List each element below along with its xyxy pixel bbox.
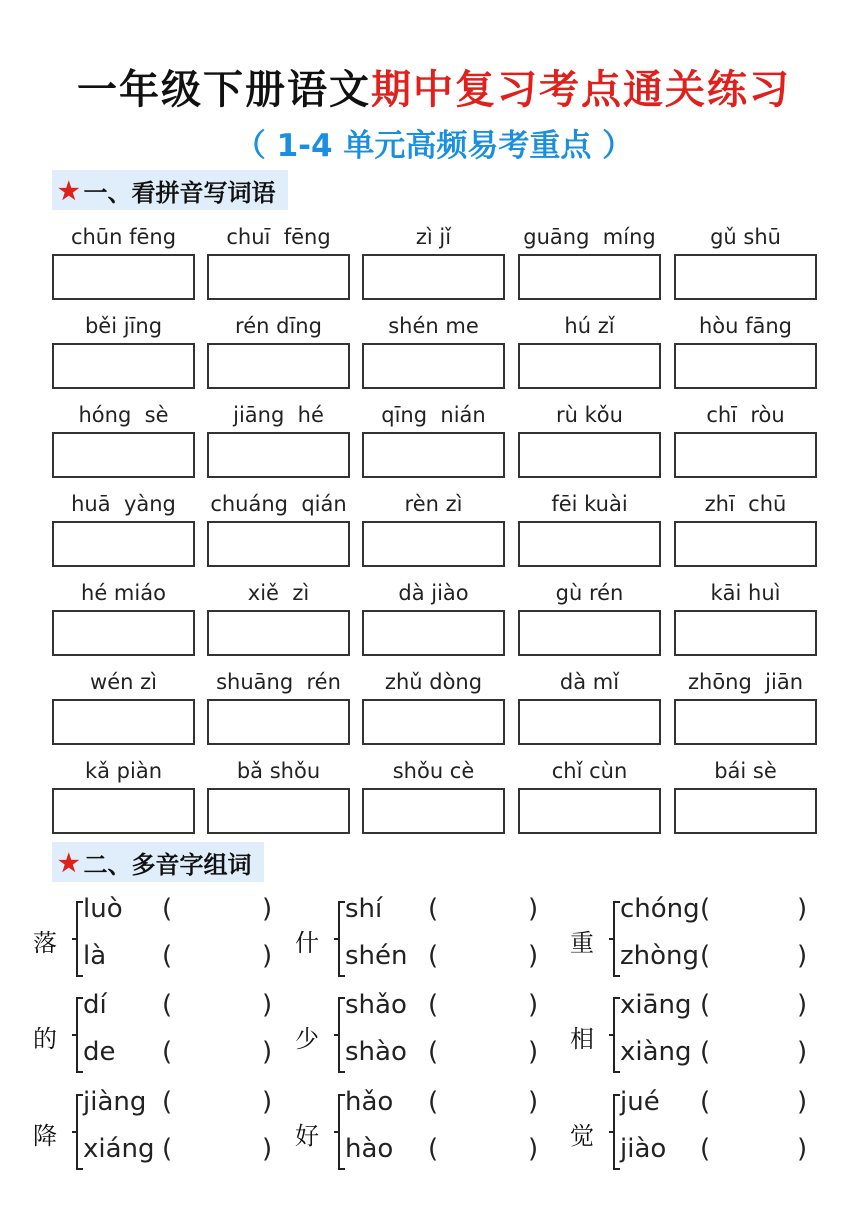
pinyin-label: kāi huì [710,581,781,605]
answer-paren-close: ) [528,1134,539,1164]
answer-paren-open: ( [700,894,711,924]
word-cell [518,754,661,834]
answer-box[interactable] [207,788,350,834]
pinyin-label: chuáng qián [210,492,347,516]
pinyin-label: shuāng rén [216,670,341,694]
word-cell [52,309,195,389]
answer-paren-open: ( [700,990,711,1020]
answer-box[interactable] [518,610,661,656]
pinyin-label: chuī fēng [226,225,331,249]
answer-box[interactable] [674,610,817,656]
pinyin-label: xiě zì [247,581,310,605]
section-2-header [52,842,264,882]
pinyin-label: wén zì [90,670,157,694]
polyphone-character: 相 [570,1025,594,1053]
star-icon: ★ [58,847,80,877]
pinyin-label: zhōng jiān [687,670,804,694]
word-cell [52,487,195,567]
answer-field[interactable] [442,994,524,1022]
answer-box[interactable] [52,699,195,745]
answer-paren-open: ( [162,990,173,1020]
word-cell [362,309,505,389]
answer-box[interactable] [52,254,195,300]
word-cell [207,576,350,656]
polyphone-item [295,988,595,1088]
answer-field[interactable] [442,1091,524,1119]
pinyin-label: dà jiào [398,581,469,605]
reading-pinyin: jiào [620,1134,667,1164]
word-cell [52,220,195,300]
word-cell [52,398,195,478]
answer-field[interactable] [176,898,258,926]
answer-box[interactable] [674,699,817,745]
pinyin-label: dà mǐ [559,670,620,694]
word-cell [207,309,350,389]
pinyin-label: gǔ shū [710,225,781,249]
answer-box[interactable] [52,788,195,834]
word-cell [518,487,661,567]
pinyin-label: shǒu cè [392,759,475,783]
polyphone-item [570,988,868,1088]
answer-field[interactable] [714,994,793,1022]
reading-pinyin: de [83,1037,116,1067]
answer-box[interactable] [674,521,817,567]
pinyin-label: bái sè [714,759,777,783]
pinyin-label: fēi kuài [551,492,628,516]
polyphone-item [570,1085,868,1185]
answer-field[interactable] [176,945,258,973]
pinyin-label: zhī chū [704,492,787,516]
word-cell [207,665,350,745]
polyphone-character: 的 [33,1025,57,1053]
pinyin-label: qīng nián [381,403,486,427]
word-cell [207,220,350,300]
word-cell [207,487,350,567]
answer-paren-close: ) [797,1087,808,1117]
answer-field[interactable] [714,1138,793,1166]
word-cell [674,398,817,478]
answer-paren-open: ( [428,990,439,1020]
pinyin-label: bǎ shǒu [236,759,321,783]
polyphone-item [295,1085,595,1185]
answer-field[interactable] [176,1041,258,1069]
pinyin-label: zì jǐ [415,225,452,249]
answer-paren-close: ) [797,1037,808,1067]
answer-paren-open: ( [162,1037,173,1067]
answer-paren-close: ) [262,894,273,924]
answer-box[interactable] [518,343,661,389]
pinyin-label: běi jīng [84,314,163,338]
answer-paren-close: ) [262,990,273,1020]
answer-paren-close: ) [797,990,808,1020]
word-cell [362,576,505,656]
polyphone-item [295,892,595,992]
answer-box[interactable] [207,432,350,478]
answer-box[interactable] [362,521,505,567]
answer-paren-open: ( [162,894,173,924]
answer-field[interactable] [442,1138,524,1166]
answer-paren-open: ( [428,1037,439,1067]
pinyin-label: chǐ cùn [551,759,628,783]
answer-paren-close: ) [528,990,539,1020]
polyphone-item [33,988,333,1088]
word-cell [674,665,817,745]
reading-pinyin: xiāng [620,990,692,1020]
word-cell [362,398,505,478]
reading-pinyin: shén [345,941,408,971]
answer-paren-open: ( [428,894,439,924]
answer-box[interactable] [207,610,350,656]
answer-field[interactable] [714,1091,793,1119]
pinyin-label: chī ròu [706,403,785,427]
reading-pinyin: chóng [620,894,700,924]
answer-box[interactable] [518,788,661,834]
reading-pinyin: zhòng [620,941,700,971]
answer-paren-open: ( [700,1087,711,1117]
pinyin-label: zhǔ dòng [384,670,483,694]
answer-paren-close: ) [528,894,539,924]
polyphone-character: 少 [295,1025,319,1053]
answer-box[interactable] [362,343,505,389]
answer-box[interactable] [52,610,195,656]
word-cell [518,398,661,478]
answer-field[interactable] [442,1041,524,1069]
word-cell [674,576,817,656]
word-cell [362,220,505,300]
answer-paren-open: ( [428,1134,439,1164]
polyphone-item [33,1085,333,1185]
answer-paren-close: ) [262,1134,273,1164]
answer-box[interactable] [207,254,350,300]
answer-field[interactable] [176,1091,258,1119]
pinyin-label: hóng sè [78,403,169,427]
answer-paren-open: ( [428,941,439,971]
answer-field[interactable] [176,994,258,1022]
polyphone-character: 什 [295,929,319,957]
answer-paren-close: ) [262,941,273,971]
answer-box[interactable] [52,343,195,389]
word-cell [518,220,661,300]
reading-pinyin: xiàng [620,1037,692,1067]
pinyin-label: guāng míng [523,225,656,249]
answer-box[interactable] [674,788,817,834]
answer-box[interactable] [518,432,661,478]
word-cell [674,220,817,300]
reading-pinyin: jué [620,1087,660,1117]
word-cell [674,754,817,834]
word-cell [207,754,350,834]
answer-box[interactable] [362,254,505,300]
reading-pinyin: dí [83,990,107,1020]
polyphone-character: 降 [33,1122,57,1150]
polyphone-character: 好 [295,1122,319,1150]
pinyin-label: hé miáo [81,581,166,605]
answer-paren-open: ( [700,1134,711,1164]
answer-box[interactable] [362,788,505,834]
answer-field[interactable] [714,898,793,926]
answer-paren-close: ) [528,1037,539,1067]
word-cell [362,487,505,567]
pinyin-label: hòu fāng [698,314,793,338]
star-icon: ★ [58,175,80,205]
pinyin-label: kǎ piàn [84,759,163,783]
answer-paren-close: ) [797,1134,808,1164]
pinyin-label: chūn fēng [70,225,177,249]
reading-pinyin: shào [345,1037,407,1067]
pinyin-label: hú zǐ [564,314,615,338]
answer-box[interactable] [207,343,350,389]
reading-pinyin: là [83,941,107,971]
polyphone-item [33,892,333,992]
reading-pinyin: shǎo [345,990,407,1020]
answer-box[interactable] [674,343,817,389]
page-subtitle: （ 1-4 单元高频易考重点 ） [234,128,634,164]
section-1-header [52,170,288,210]
word-cell [518,576,661,656]
answer-paren-close: ) [262,1037,273,1067]
answer-box[interactable] [518,521,661,567]
word-cell [518,665,661,745]
answer-box[interactable] [362,432,505,478]
answer-paren-close: ) [528,1087,539,1117]
pinyin-label: shén me [388,314,479,338]
word-cell [674,309,817,389]
answer-field[interactable] [714,1041,793,1069]
reading-pinyin: luò [83,894,123,924]
word-cell [362,665,505,745]
answer-paren-close: ) [797,894,808,924]
answer-box[interactable] [207,521,350,567]
answer-paren-open: ( [700,1037,711,1067]
answer-box[interactable] [207,699,350,745]
word-cell [207,398,350,478]
pinyin-label: gù rén [555,581,624,605]
reading-pinyin: hào [345,1134,394,1164]
answer-paren-close: ) [797,941,808,971]
word-cell [52,576,195,656]
answer-box[interactable] [674,432,817,478]
answer-paren-open: ( [162,941,173,971]
answer-paren-open: ( [428,1087,439,1117]
pinyin-label: jiāng hé [233,403,324,427]
answer-box[interactable] [674,254,817,300]
pinyin-label: rén dīng [235,314,322,338]
answer-field[interactable] [714,945,793,973]
answer-box[interactable] [518,254,661,300]
word-cell [52,754,195,834]
answer-field[interactable] [442,898,524,926]
word-cell [674,487,817,567]
pinyin-label: rèn zì [404,492,463,516]
answer-box[interactable] [52,432,195,478]
pinyin-label: huā yàng [71,492,176,516]
answer-box[interactable] [362,610,505,656]
answer-paren-close: ) [528,941,539,971]
answer-field[interactable] [176,1138,258,1166]
polyphone-character: 重 [570,929,594,957]
word-cell [362,754,505,834]
pinyin-label: rù kǒu [556,403,623,427]
word-cell [518,309,661,389]
polyphone-item [570,892,868,992]
title-part-practice: 期中复习考点通关练习 [371,66,791,113]
answer-box[interactable] [518,699,661,745]
word-cell [52,665,195,745]
section-1-title: 一、看拼音写词语 [83,177,276,207]
page-title [0,58,868,115]
answer-paren-close: ) [262,1087,273,1117]
answer-paren-open: ( [162,1087,173,1117]
answer-paren-open: ( [162,1134,173,1164]
reading-pinyin: hǎo [345,1087,394,1117]
polyphone-character: 觉 [570,1122,594,1150]
polyphone-character: 落 [33,929,57,957]
answer-paren-open: ( [700,941,711,971]
section-2-title: 二、多音字组词 [83,849,252,879]
answer-box[interactable] [362,699,505,745]
reading-pinyin: xiáng [83,1134,155,1164]
title-part-grade: 一年级下册语文 [77,66,371,113]
answer-box[interactable] [52,521,195,567]
reading-pinyin: jiàng [83,1087,147,1117]
reading-pinyin: shí [345,894,383,924]
answer-field[interactable] [442,945,524,973]
